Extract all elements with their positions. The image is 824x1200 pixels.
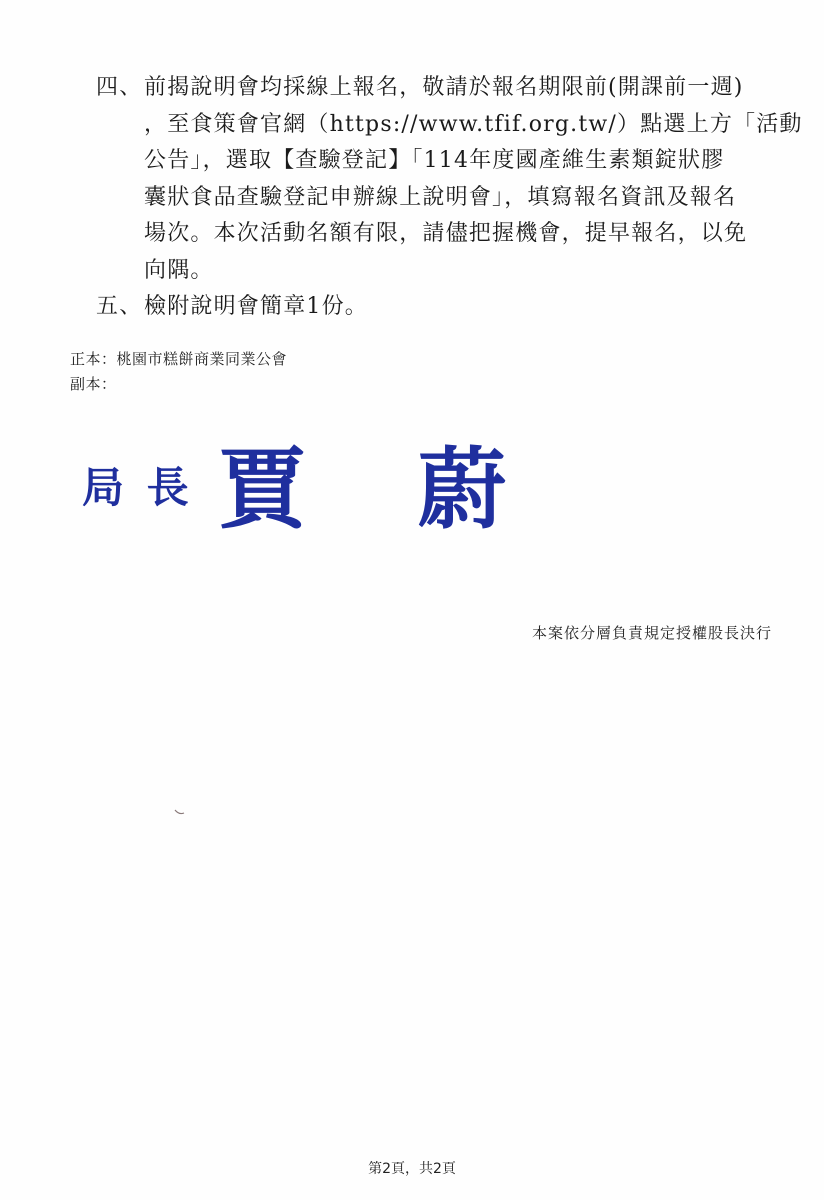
numbered-items (96, 70, 803, 326)
signature-name-second: 蔚 (418, 437, 507, 541)
delegation-note: 本案依分層負責規定授權股長決行 (531, 624, 772, 642)
item-number: 五、 (96, 294, 143, 319)
copy-label: 副本： (70, 375, 117, 393)
page-number-footer: 第2頁，共2頁 (368, 1161, 456, 1177)
item-line: 場次。本次活動名額有限，請儘把握機會，提早報名，以免 (144, 221, 748, 246)
original-label: 正本： (70, 350, 117, 368)
scan-speck (174, 808, 186, 816)
copy-recipient-row (70, 372, 287, 397)
director-signature-stamp (82, 432, 522, 542)
item-line: ，至食策會官網（https://www.tfif.org.tw/）點選上方「活動 (144, 111, 803, 137)
original-recipient: 桃園市糕餅商業同業公會 (116, 350, 288, 368)
item-line: 囊狀食品查驗登記申辦線上說明會」，填寫報名資訊及報名 (144, 184, 737, 210)
item-number: 四、 (96, 75, 143, 100)
item-text (144, 289, 786, 326)
original-recipient-row (70, 347, 287, 372)
signature-title: 局 長 (82, 463, 193, 512)
item-line: 檢附說明會簡章1份。 (144, 294, 368, 319)
item-four (96, 70, 803, 289)
signature-name-first: 賈 (218, 437, 307, 541)
distribution-list (70, 347, 287, 397)
item-five (96, 289, 786, 326)
item-text (144, 70, 803, 289)
item-line: 向隅。 (144, 257, 214, 283)
item-line: 前揭說明會均採線上報名，敬請於報名期限前(開課前一週) (144, 75, 744, 100)
item-line: 公告」，選取【查驗登記】「114年度國產維生素類錠狀膠 (144, 148, 725, 173)
